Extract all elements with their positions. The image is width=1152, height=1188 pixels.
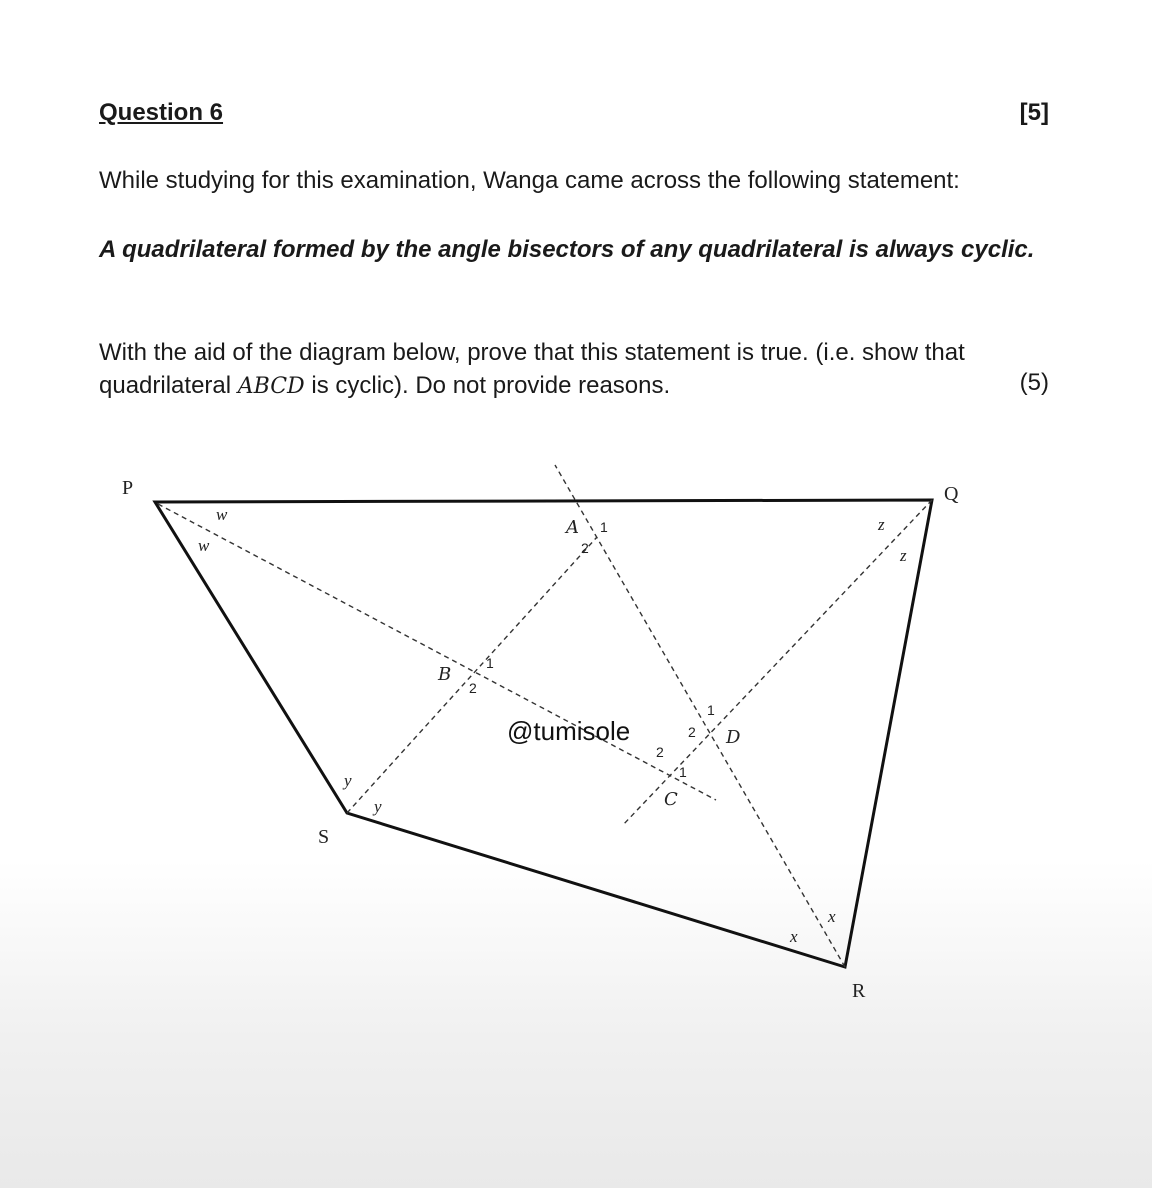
bisector-line-s bbox=[347, 537, 597, 813]
statement-text: A quadrilateral formed by the angle bisectors of any quadrilateral is always cyclic. bbox=[99, 236, 1035, 263]
vertex-r-label: R bbox=[852, 980, 866, 1002]
angle-s-top-label: y bbox=[344, 771, 352, 790]
angle-b2-label: 2 bbox=[469, 680, 477, 696]
intro-text: While studying for this examination, Wanga came across the following statement: bbox=[99, 167, 960, 194]
bisector-line-p bbox=[158, 504, 716, 800]
point-a-label: A bbox=[566, 517, 579, 538]
angle-p-bottom-label: w bbox=[198, 536, 210, 555]
sub-marks: (5) bbox=[1019, 369, 1049, 396]
instruction-part-1: With the aid of the diagram below, prove that this statement is true. (i.e. show that quadrilateral bbox=[99, 339, 965, 399]
instruction-math: ABCD bbox=[237, 374, 305, 399]
angle-r-top-label: x bbox=[828, 907, 836, 926]
point-d-label: D bbox=[726, 727, 741, 748]
angle-r-bottom-label: x bbox=[790, 927, 798, 946]
angle-q-top-label: z bbox=[878, 515, 885, 534]
angle-p-top-label: w bbox=[216, 505, 228, 524]
vertex-p-label: P bbox=[122, 477, 134, 499]
point-b-label: B bbox=[438, 664, 452, 685]
question-title: Question 6 bbox=[99, 99, 224, 126]
angle-b1-label: 1 bbox=[486, 655, 494, 671]
vertex-s-label: S bbox=[318, 826, 330, 848]
angle-s-bottom-label: y bbox=[374, 797, 382, 816]
instruction-part-2: is cyclic). Do not provide reasons. bbox=[304, 372, 671, 399]
angle-c2-label: 2 bbox=[656, 744, 664, 760]
watermark-text: @tumisole bbox=[507, 716, 631, 746]
total-marks: [5] bbox=[1019, 99, 1049, 126]
angle-q-bottom-label: z bbox=[900, 546, 907, 565]
angle-a1-label: 1 bbox=[600, 519, 608, 535]
angle-d2-label: 2 bbox=[688, 724, 696, 740]
point-c-label: C bbox=[664, 789, 678, 810]
angle-d1-label: 1 bbox=[707, 702, 715, 718]
bisector-line-q bbox=[622, 500, 932, 826]
vertex-q-label: Q bbox=[944, 483, 959, 505]
angle-c1-label: 1 bbox=[679, 764, 687, 780]
angle-a2-label: 2 bbox=[581, 540, 589, 556]
